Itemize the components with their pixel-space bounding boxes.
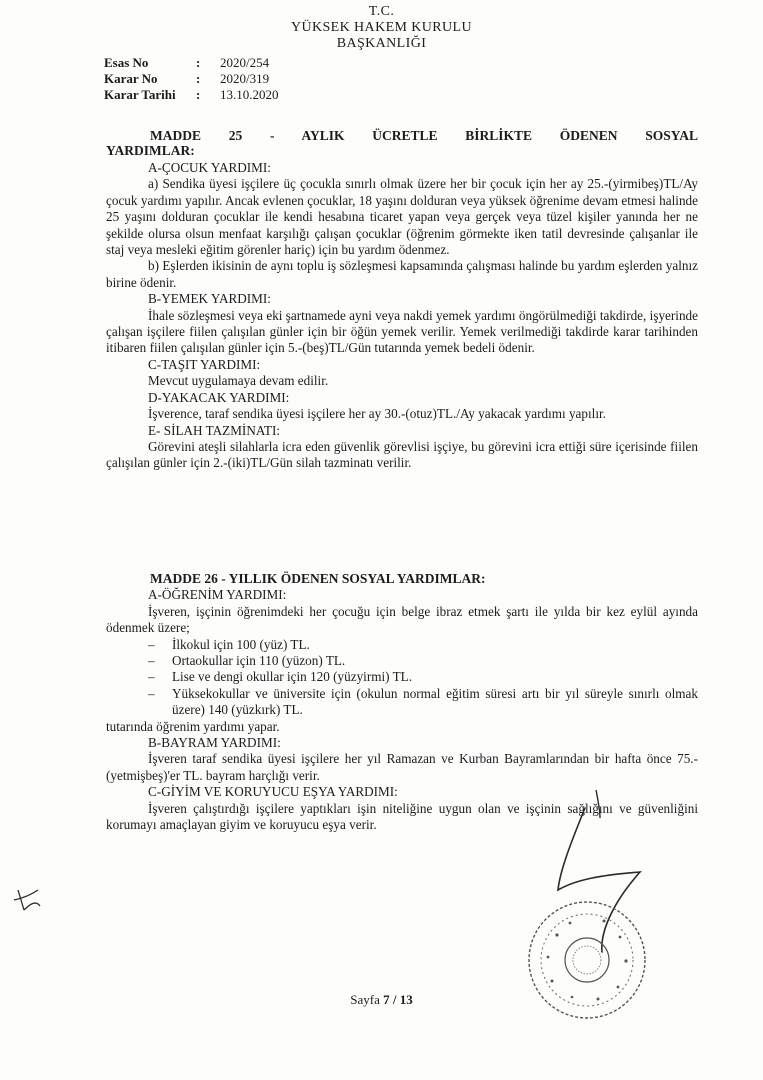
ogrenim-yardimi-text: İşveren, işçinin öğrenimdeki her çocuğu için belge ibraz etmek şartı ile yılda bir kez eylül ayında ödenmek üzere;: [106, 603, 698, 636]
ogrenim-yardimi-title: A-ÖĞRENİM YARDIMI:: [148, 587, 287, 603]
cocuk-yardimi-title: A-ÇOCUK YARDIMI:: [148, 160, 271, 175]
meta-row-karar: [104, 71, 279, 87]
list-item: [106, 686, 698, 719]
silah-tazminati-text: Görevini ateşli silahlarla icra eden güvenlik görevlisi işçiye, bu görevini icra ettiği süre içerisinde fiilen çalışılan günler için 2.-(iki)TL/Gün silah tazminatı verilir.: [106, 438, 698, 471]
meta-row-esas: [104, 55, 279, 71]
cocuk-yardimi-b-text: b) Eşlerden ikisinin de aynı toplu iş sözleşmesi kapsamında çalışması halinde bu yardım eşlerden yalnız birine ödenir.: [106, 258, 698, 290]
meta-value: 2020/254: [220, 55, 270, 70]
yemek-yardimi-title: B-YEMEK YARDIMI:: [148, 291, 271, 307]
giyim-yardimi-title: C-GİYİM VE KORUYUCU EŞYA YARDIMI:: [148, 784, 398, 800]
meta-sep: :: [196, 87, 201, 102]
page-label: Sayfa: [350, 992, 380, 1007]
list-item-text: Ortaokullar için 110 (yüzon) TL.: [172, 653, 346, 669]
meta-value: 13.10.2020: [220, 87, 279, 102]
ogrenim-list: [106, 637, 698, 719]
tasit-yardimi-text: Mevcut uygulamaya devam edilir.: [148, 373, 329, 389]
madde26-body: [106, 571, 698, 834]
meta-label: Esas No: [104, 55, 149, 70]
silah-tazminati-title: E- SİLAH TAZMİNATI:: [148, 422, 281, 438]
bayram-yardimi-title: B-BAYRAM YARDIMI:: [148, 735, 281, 751]
page-separator: /: [392, 992, 397, 1007]
madde25-title-line2: YARDIMLAR:: [106, 143, 195, 158]
bayram-yardimi-text: İşveren taraf sendika üyesi işçilere her yıl Ramazan ve Kurban Bayramlarından bir hafta önce 75.-(yetmişbeş)'er TL. bayram harçlığı verir.: [106, 751, 698, 783]
meta-block: [104, 55, 279, 103]
madde26-title: MADDE 26 - YILLIK ÖDENEN SOSYAL YARDIMLAR:: [150, 571, 486, 586]
header-department: BAŞKANLIĞI: [336, 36, 427, 51]
meta-sep: :: [196, 55, 201, 70]
meta-row-tarih: [104, 87, 279, 103]
meta-sep: :: [196, 71, 201, 86]
list-item-text: Lise ve dengi okullar için 120 (yüzyirmi) TL.: [172, 669, 413, 685]
list-item: [106, 669, 698, 685]
header-tc: T.C.: [368, 4, 395, 19]
madde25-title-line1: MADDE 25 - AYLIK ÜCRETLE BİRLİKTE ÖDENEN SOSYAL: [150, 128, 698, 143]
meta-label: Karar No: [104, 71, 158, 86]
header-institution: YÜKSEK HAKEM KURULU: [290, 20, 473, 35]
list-dash: –: [148, 685, 155, 701]
page-current: 7: [383, 992, 390, 1007]
yemek-yardimi-text: İhale sözleşmesi veya eki şartnamede ayni veya nakdi yemek yardımı öngörülmediği takdirde, işyerinde çalışan işçilere fiilen çalışılan günler için bir öğün yemek verilir. Yemek verilmediği takdirde karar tarihinden itibaren fiilen çalışılan günler için 5.-(beş)TL/Gün tutarında yemek bedeli ödenir.: [106, 307, 698, 356]
list-item: [106, 653, 698, 669]
cocuk-yardimi-text: a) Sendika üyesi işçilere üç çocukla sınırlı olmak üzere her bir çocuk için her ay 25.-(yirmibeş)TL/Ay çocuk yardımı yapılır. Ancak evlenen çocuklar, 18 yaşını dolduran veya yüksek öğrenime devam etmesi halinde 25 yaşını dolduran çocuklar ile kendi hesabına ticaret yapan veya gerçek veya tüzel kişiler yanında her ne şekilde olursa olsun menfaat karşılığı çalışan çocuklar (öğrenim görmekte iken tatil devresinde çalışanlar ile staj veya mesleki eğitim görenler hariç) için bu yardım ödenmez.: [106, 176, 698, 258]
meta-value: 2020/319: [220, 71, 270, 86]
list-dash: –: [148, 636, 155, 652]
madde25-title: [106, 128, 698, 158]
list-item: [106, 637, 698, 653]
list-dash: –: [148, 653, 155, 669]
yakacak-yardimi-text: İşverence, taraf sendika üyesi işçilere her ay 30.-(otuz)TL./Ay yakacak yardımı yapılır.: [148, 406, 606, 422]
giyim-yardimi-text: İşveren çalıştırdığı işçilere yaptıkları işin niteliğine uygun olan ve işçinin sağlığını ve güvenliğini korumayı amaçlayan giyim ve koruyucu eşya verir.: [106, 800, 698, 833]
page-number: [0, 992, 763, 1008]
initials-graphic: [10, 880, 50, 920]
list-item-text: İlkokul için 100 (yüz) TL.: [172, 636, 310, 652]
meta-label: Karar Tarihi: [104, 87, 176, 102]
ogrenim-yardimi-end: tutarında öğrenim yardımı yapar.: [106, 718, 280, 734]
list-dash: –: [148, 669, 155, 685]
yakacak-yardimi-title: D-YAKACAK YARDIMI:: [148, 389, 290, 405]
list-item-text: Yüksekokullar ve üniversite için (okulun normal eğitim süresi artı bir yıl süreyle sınırlı olmak üzere) 140 (yüzkırk) TL.: [172, 685, 698, 718]
page-total: 13: [399, 992, 413, 1007]
madde25-body: [106, 160, 698, 472]
tasit-yardimi-title: C-TAŞIT YARDIMI:: [148, 356, 261, 372]
